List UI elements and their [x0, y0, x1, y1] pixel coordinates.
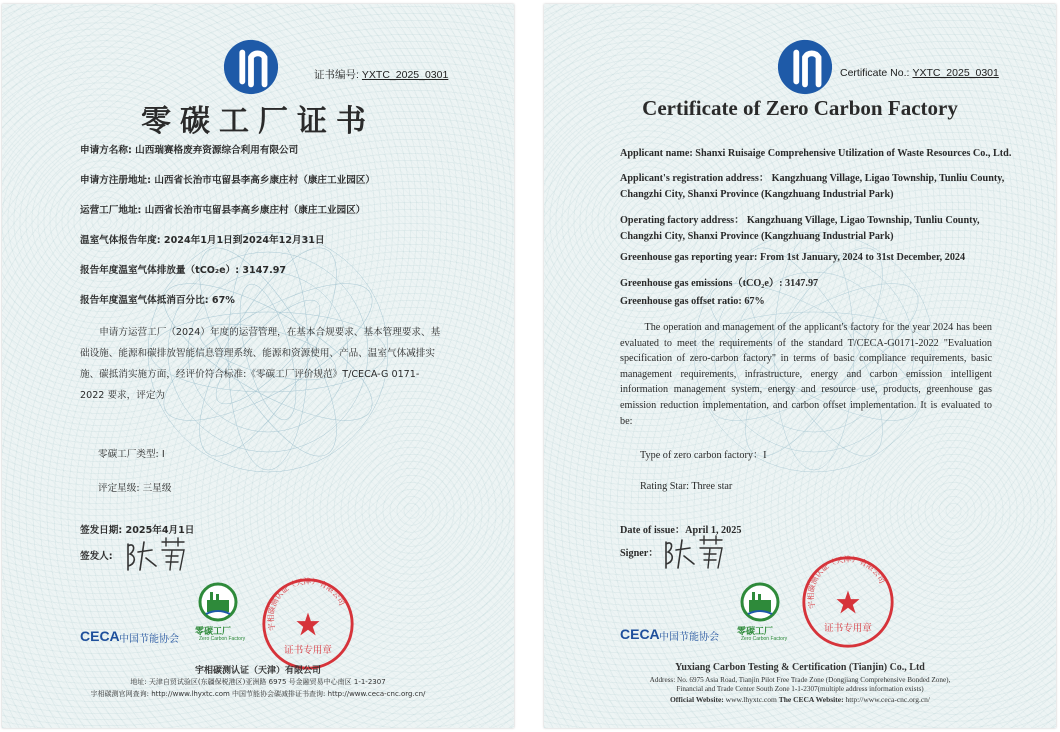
handwritten-signature: [660, 534, 730, 572]
ceca-name: 中国节能协会: [119, 634, 179, 645]
official-websites: Official Website: www.lhyxtc.com The CECA Website: http://www.ceca-cnc.org.cn/: [669, 695, 931, 704]
zero-carbon-factory-label: 零碳工厂: [195, 627, 232, 637]
svg-text:证书专用章: 证书专用章: [284, 644, 332, 656]
ghg-offset: Greenhouse gas offset ratio: 67%: [620, 296, 765, 307]
certificate-english: [544, 4, 1056, 728]
rating-star: 评定星级: 三星级: [98, 483, 172, 494]
ceca-logo: CECA: [620, 626, 660, 642]
factory-type: 零碳工厂类型: I: [98, 449, 165, 460]
zero-carbon-factory-label: 零碳工厂: [737, 627, 774, 637]
ceca-logo: CECA: [80, 628, 120, 644]
issuer-address-line2: Financial and Trade Center South Zone 1-1-2307(multiple address information exists): [676, 685, 924, 693]
ghg-emissions: 报告年度温室气体排放量（tCO₂e）: 3147.97: [80, 265, 287, 276]
signer-label: 签发人:: [80, 551, 113, 562]
factory-type: Type of zero carbon factory：I: [640, 450, 767, 461]
ghg-emissions: Greenhouse gas emissions（tCO₂e）: 3147.97: [620, 278, 819, 289]
registration-address-line2: Changzhi City, Shanxi Province (Kangzhuang Industrial Park): [620, 189, 894, 200]
issue-date: Date of issue：April 1, 2025: [620, 525, 742, 536]
issuer-logo-icon: [776, 38, 834, 96]
certificate-number: Certificate No.: YXTC_2025_0301: [840, 67, 999, 79]
issuer-company: Yuxiang Carbon Testing & Certification (Tianjin) Co., Ltd: [675, 662, 925, 673]
evaluation-paragraph: The operation and management of the applicant's factory for the year 2024 has been evaluated to meet the requirements of the standard T/CECA-G0171-2022 "Evaluation specification of zero-carbon factory" in terms of basic compliance requirements, basic management requirements, infrastructure, energy and carbon emission intelligent information management system, energy and resource use, products, greenhouse gas emission reduction implementation, and carbon offset implementation. It is evaluated to be:: [620, 322, 992, 427]
operating-address: Operating factory address： Kangzhuang Village, Ligao Township, Tunliu County,: [620, 215, 980, 226]
certificate-number: 证书编号: YXTC_2025_0301: [314, 69, 449, 81]
issuer-logo-icon: [222, 38, 280, 96]
official-seal: [260, 576, 356, 672]
handwritten-signature: [122, 536, 192, 574]
operating-address: 运营工厂地址: 山西省长治市屯留县李高乡康庄村（康庄工业园区）: [80, 205, 366, 216]
svg-text:证书专用章: 证书专用章: [824, 622, 872, 634]
operating-address-line2: Changzhi City, Shanxi Province (Kangzhuang Industrial Park): [620, 231, 894, 242]
svg-text:宇相碳测认证（天津）有限公司: 宇相碳测认证（天津）有限公司: [806, 554, 887, 610]
applicant-name: Applicant name: Shanxi Ruisaige Comprehensive Utilization of Waste Resources Co., Ltd.: [620, 148, 1012, 159]
ceca-name: 中国节能协会: [659, 632, 719, 643]
issue-date: 签发日期: 2025年4月1日: [80, 525, 195, 536]
reporting-year: 温室气体报告年度: 2024年1月1日到2024年12月31日: [80, 235, 325, 246]
zero-carbon-factory-sub: Zero Carbon Factory: [199, 636, 246, 642]
zero-carbon-factory-icon: [740, 582, 780, 622]
reporting-year: Greenhouse gas reporting year: From 1st January, 2024 to 31st December, 2024: [620, 252, 966, 263]
zero-carbon-factory-sub: Zero Carbon Factory: [741, 636, 788, 642]
official-seal: [800, 554, 896, 650]
issuer-company: 宇相碳测认证（天津）有限公司: [194, 666, 321, 676]
query-websites: 宇相碳测官网查询: http://www.lhyxtc.com 中国节能协会碳减排证书查询: http://www.ceca-cnc.org.cn/: [90, 690, 426, 698]
applicant-name: 申请方名称: 山西瑞赛格废弃资源综合利用有限公司: [80, 145, 299, 156]
signer-label: Signer：: [620, 548, 659, 559]
issuer-address-line1: Address: No. 6975 Asia Road, Tianjin Pilot Free Trade Zone (Dongjiang Comprehensive Bonded Zone),: [649, 676, 951, 684]
evaluation-paragraph: 申请方运营工厂（2024）年度的运营管理，在基本合规要求、基本管理要求、基础设施、能源和碳排放智能信息管理系统、能源和资源使用、产品、温室气体减排实施、碳抵消实施方面，经评价符合标准:《零碳工厂评价规范》T/CECA-G 0171-2022 要求，评定为: [80, 327, 441, 401]
certificate-chinese: [2, 4, 514, 728]
registration-address: Applicant's registration address： Kangzhuang Village, Ligao Township, Tunliu County,: [620, 173, 1005, 184]
rating-star: Rating Star: Three star: [640, 481, 733, 492]
svg-text:宇相碳测认证（天津）有限公司: 宇相碳测认证（天津）有限公司: [266, 576, 347, 632]
registration-address: 申请方注册地址: 山西省长治市屯留县李高乡康庄村（康庄工业园区）: [80, 175, 375, 186]
zero-carbon-factory-icon: [198, 582, 238, 622]
issuer-address: 地址: 天津自贸试验区(东疆保税港区)亚洲路 6975 号金融贸易中心南区 1-1-2307: [130, 678, 386, 686]
ghg-offset: 报告年度温室气体抵消百分比: 67%: [80, 295, 235, 306]
certificate-title: 零碳工厂证书: [141, 104, 375, 139]
certificate-title: Certificate of Zero Carbon Factory: [642, 96, 958, 120]
